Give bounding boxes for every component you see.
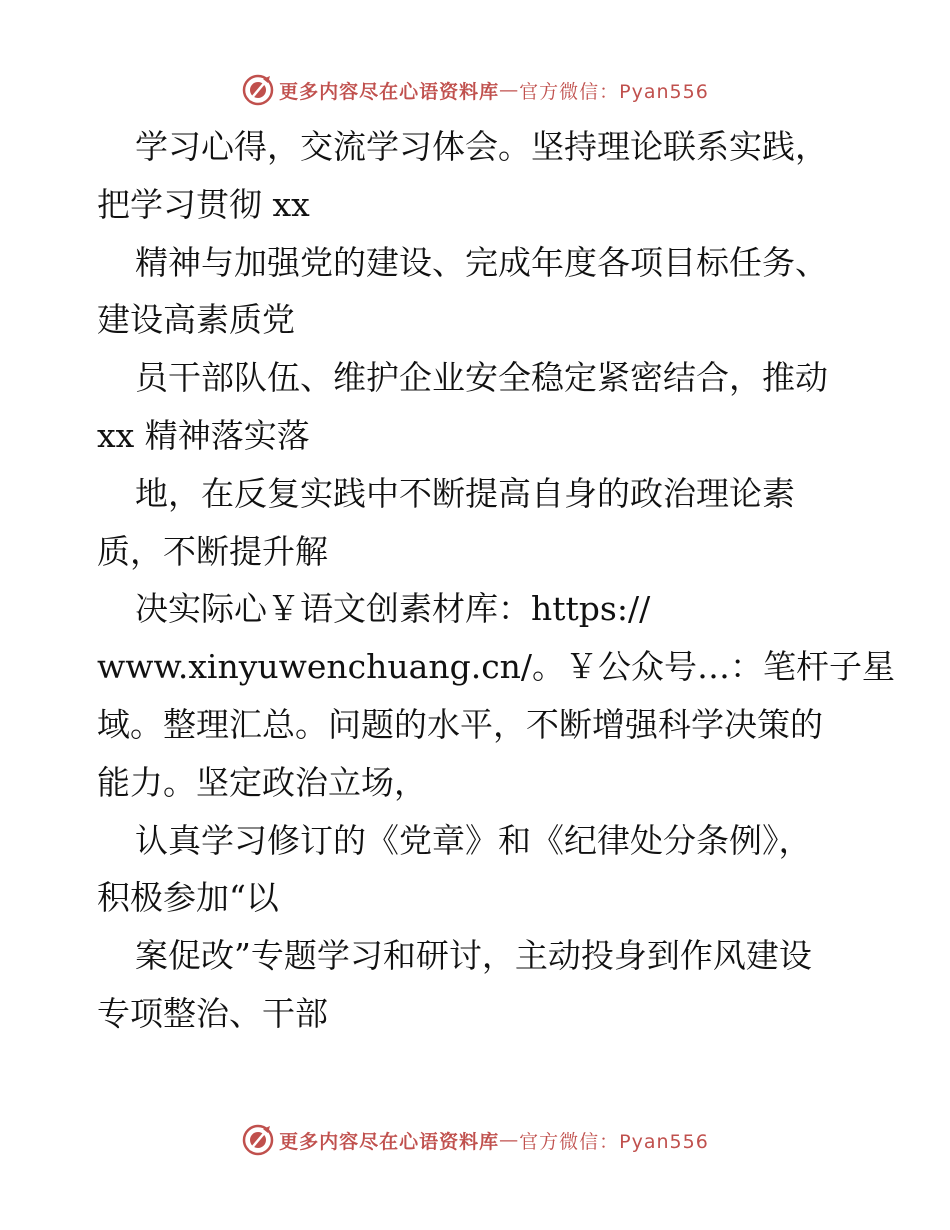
header-banner <box>0 70 950 110</box>
text-line: www.xinyuwenchuang.cn/。￥公众号…：笔杆子星 <box>97 647 896 687</box>
header-separator: — <box>499 79 520 101</box>
text-line: 认真学习修订的《党章》和《纪律处分条例》， <box>135 820 812 860</box>
text-line: 把学习贯彻 xx <box>97 184 310 224</box>
footer-wechat: 官方微信：Pyan556 <box>519 1130 709 1153</box>
document-body <box>97 118 896 1043</box>
footer-separator: — <box>499 1129 520 1151</box>
text-line: xx 精神落实落 <box>97 415 310 455</box>
text-line: 决实际心￥语文创素材库：https:// <box>135 589 651 629</box>
text-line: 学习心得，交流学习体会。坚持理论联系实践， <box>135 127 828 166</box>
header-wechat: 官方微信：Pyan556 <box>519 80 709 103</box>
text-line: 积极参加“以 <box>97 878 279 918</box>
text-line: 能力。坚定政治立场， <box>97 762 427 802</box>
text-line: 案促改”专题学习和研讨，主动投身到作风建设 <box>135 936 812 976</box>
footer-banner <box>0 1120 950 1160</box>
header-brand: 更多内容尽在心语资料库 <box>279 80 500 103</box>
text-line: 质，不断提升解 <box>97 531 328 571</box>
text-line: 地，在反复实践中不断提高自身的政治理论素 <box>135 473 795 513</box>
text-line: 域。整理汇总。问题的水平，不断增强科学决策的 <box>97 704 823 744</box>
text-line: 建设高素质党 <box>97 300 295 340</box>
text-line: 专项整治、干部 <box>97 993 328 1033</box>
footer-brand: 更多内容尽在心语资料库 <box>279 1130 500 1153</box>
text-line: 精神与加强党的建设、完成年度各项目标任务、 <box>135 242 828 282</box>
pen-seal-icon <box>241 1123 275 1157</box>
pen-seal-icon <box>241 73 275 107</box>
text-line: 员干部队伍、维护企业安全稳定紧密结合，推动 <box>135 358 828 398</box>
